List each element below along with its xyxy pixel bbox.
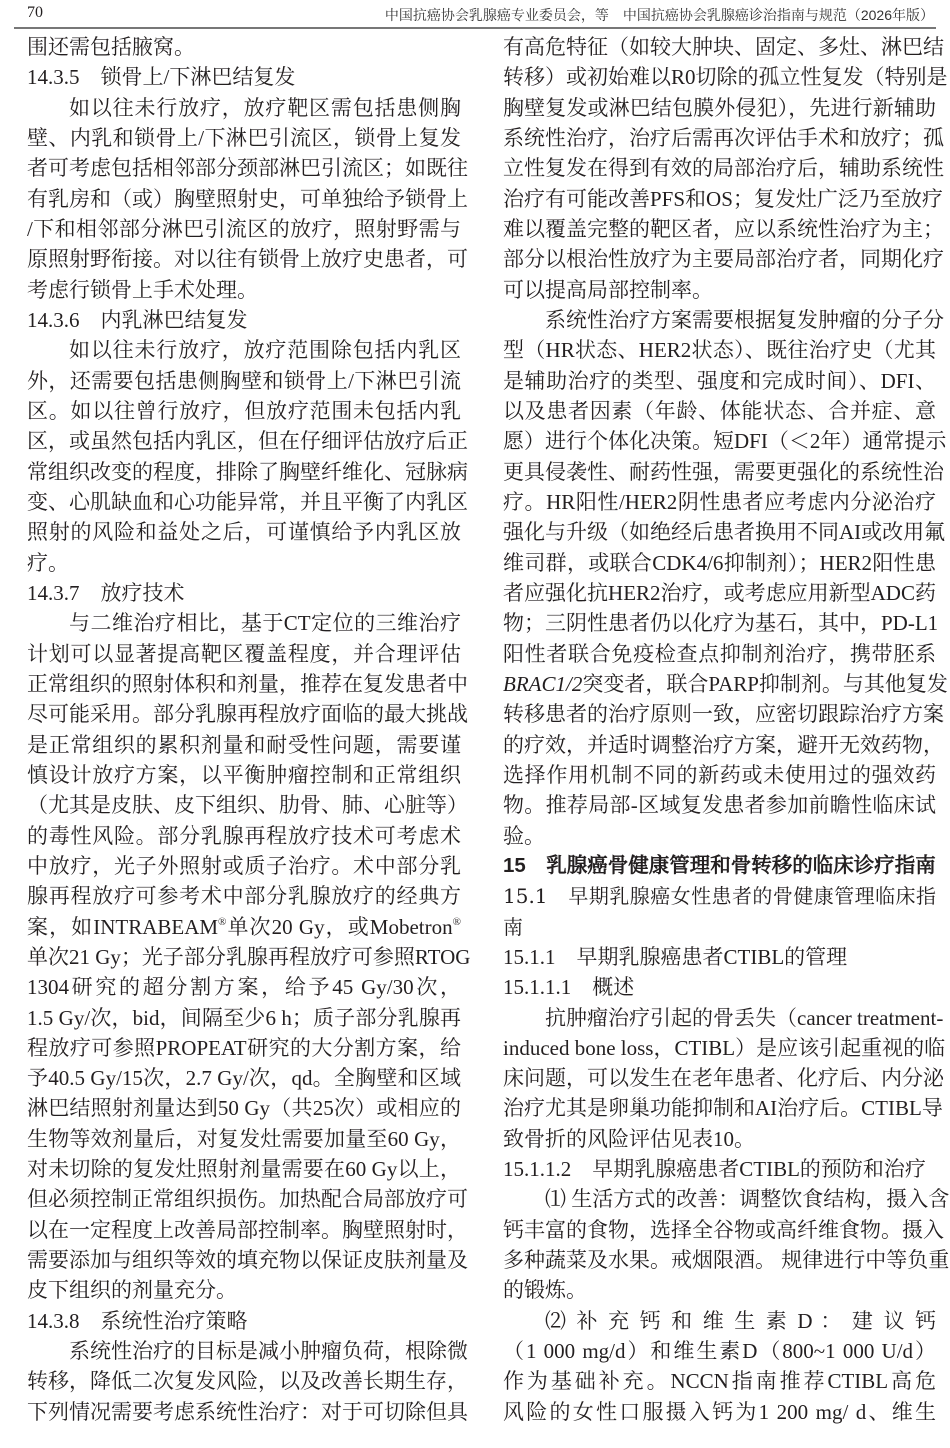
text-line: 物；三阴性患者仍以化疗为基石，其中，PD-L1 <box>503 611 939 636</box>
text-line: induced bone loss，CTIBL）是应该引起重视的临 <box>503 1035 946 1060</box>
text-line: 的疗效，并适时调整治疗方案，避开无效药物， <box>503 732 944 757</box>
text-line: /下和相邻部分淋巴引流区的放疗，照射野需与 <box>27 216 461 241</box>
text-line: 床问题，可以发生在老年患者、化疗后、内分泌 <box>503 1066 944 1091</box>
text-line: 计划可以显著提高靶区覆盖程度，并合理评估 <box>27 641 461 666</box>
text-line: 转移）或初始难以R0切除的孤立性复发（特别是 <box>503 65 948 90</box>
text-line <box>27 912 461 942</box>
text-line: 腺再程放疗可参考术中部分乳腺放疗的经典方 <box>27 884 461 909</box>
text-line: 是辅助治疗的类型、强度和完成时间）、DFI、 <box>503 368 936 393</box>
text-line: 需要添加与组织等效的填充物以保证皮肤剂量及 <box>27 1248 468 1273</box>
text-line: 阳性者联合免疫检查点抑制剂治疗，携带胚系 <box>503 641 936 666</box>
text-line: 如以往未行放疗，放疗范围除包括内乳区 <box>69 338 461 363</box>
header-rule <box>14 27 936 29</box>
text-line: 难以覆盖完整的靶区者，应以系统性治疗为主； <box>503 216 944 241</box>
text-line: 者应强化抗HER2治疗，或考虑应用新型ADC药 <box>503 580 936 605</box>
text-line: 生物等效剂量后，对复发灶需要加量至60 Gy， <box>27 1126 461 1151</box>
text-line: ⑵ 补 充 钙 和 维 生 素 D ： 建 议 钙 <box>545 1308 936 1333</box>
text-line: （尤其是皮肤、皮下组织、肋骨、肺、心脏等） <box>27 793 468 818</box>
text-line: 考虑行锁骨上手术处理。 <box>27 277 258 302</box>
text-line: 如以往未行放疗，放疗靶区需包括患侧胸 <box>69 95 461 120</box>
text-line: 验。 <box>503 823 545 848</box>
text-line: 1304研究的超分割方案，给予45 Gy/30次， <box>27 975 461 1000</box>
text-run: 突变者，联合PARP抑制剂。与其他复发 <box>582 671 948 696</box>
text-line: 常组织改变的程度，排除了胸壁纤维化、冠脉病 <box>27 459 468 484</box>
text-line: 钙丰富的食物，选择全谷物或高纤维食物。摄入 <box>503 1217 944 1242</box>
text-line: 予40.5 Gy/15次，2.7 Gy/次，qd。全胸壁和区域 <box>27 1066 461 1091</box>
text-line: 慎设计放疗方案，以平衡肿瘤控制和正常组织 <box>27 762 461 787</box>
text-line: 型（HR状态、HER2状态）、既往治疗史（尤其 <box>503 338 936 363</box>
text-line: 是正常组织的累积剂量和耐受性问题，需要谨 <box>27 732 461 757</box>
text-line: 与二维治疗相比，基于CT定位的三维治疗 <box>69 611 461 636</box>
text-line: 有乳房和（或）胸壁照射史，可单独给予锁骨上 <box>27 186 468 211</box>
text-line: 多种蔬菜及水果。戒烟限酒。 规律进行中等负重 <box>503 1248 950 1273</box>
section-heading: 15.1 早期乳腺癌女性患者的骨健康管理临床指 <box>503 884 936 909</box>
text-line: 以在一定程度上改善局部控制率。胸壁照射时， <box>27 1217 468 1242</box>
text-line: 外，还需要包括患侧胸壁和锁骨上/下淋巴引流 <box>27 368 461 393</box>
italic-gene-name: BRAC1/2 <box>503 671 583 696</box>
text-line: 物。推荐局部-区域复发患者参加前瞻性临床试 <box>503 793 936 818</box>
section-heading: 14.3.7 放疗技术 <box>27 580 185 605</box>
text-line: 围还需包括腋窝。 <box>27 35 195 59</box>
text-line: 胸壁复发或淋巴结包膜外侵犯），先进行新辅助 <box>503 95 936 120</box>
text-line: 区，或虽然包括内乳区，但在仔细评估放疗后正 <box>27 429 468 454</box>
text-line: 愿）进行个体化决策。短DFI（＜2年）通常提示 <box>503 429 947 454</box>
text-line: 下列情况需要考虑系统性治疗：对于可切除但具 <box>27 1399 468 1424</box>
text-line: 作为基础补充。NCCN指南推荐CTIBL高危 <box>503 1369 936 1394</box>
text-line: 选择作用机制不同的新药或未使用过的强效药 <box>503 762 936 787</box>
text-line: 程放疗可参照PROPEAT研究的大分割方案，给 <box>27 1035 461 1060</box>
section-heading: 14.3.5 锁骨上/下淋巴结复发 <box>27 65 296 90</box>
text-line: 可以提高局部控制率。 <box>503 277 713 302</box>
text-line: 风险的女性口服摄入钙为1 200 mg/ d、维生 <box>503 1399 936 1424</box>
registered-mark: ® <box>452 915 461 928</box>
text-line: 抗肿瘤治疗引起的骨丢失（cancer treatment- <box>545 1005 944 1030</box>
section-heading: 15.1.1.1 概述 <box>503 975 635 1000</box>
text-line: 照射的风险和益处之后，可谨慎给予内乳区放 <box>27 520 461 545</box>
text-line: 系统性治疗的目标是减小肿瘤负荷，根除微 <box>69 1339 468 1364</box>
text-line: 对未切除的复发灶照射剂量需要在60 Gy以上， <box>27 1157 461 1182</box>
text-line: 单次21 Gy；光子部分乳腺再程放疗可参照RTOG <box>27 944 471 969</box>
text-line <box>503 669 948 699</box>
section-heading: 15.1.1.2 早期乳腺癌患者CTIBL的预防和治疗 <box>503 1157 926 1182</box>
section-heading: 15.1.1 早期乳腺癌患者CTIBL的管理 <box>503 944 848 969</box>
text-line: 但必须控制正常组织损伤。加热配合局部放疗可 <box>27 1187 468 1212</box>
text-line: 皮下组织的剂量充分。 <box>27 1278 237 1303</box>
text-line: 治疗尤其是卵巢功能抑制和AI治疗后。CTIBL导 <box>503 1096 943 1121</box>
right-column <box>503 32 950 1427</box>
text-line: 疗。HR阳性/HER2阴性患者应考虑内分泌治疗 <box>503 489 936 514</box>
section-heading: 15 乳腺癌骨健康管理和骨转移的临床诊疗指南 <box>503 853 936 877</box>
text-line: 正常组织的照射体积和剂量，推荐在复发患者中 <box>27 671 468 696</box>
text-line: 中放疗，光子外照射或质子治疗。术中部分乳 <box>27 853 461 878</box>
text-line: 变、心肌缺血和心功能异常，并且平衡了内乳区 <box>27 489 468 514</box>
text-line: 强化与升级（如绝经后患者换用不同AI或改用氟 <box>503 520 946 545</box>
text-line: 壁、内乳和锁骨上/下淋巴引流区，锁骨上复发 <box>27 125 461 150</box>
text-line: 的锻炼。 <box>503 1278 587 1303</box>
text-line: 1.5 Gy/次，bid，间隔至少6 h；质子部分乳腺再 <box>27 1005 461 1030</box>
text-line: 致骨折的风险评估见表10。 <box>503 1126 755 1151</box>
text-line: 系统性治疗方案需要根据复发肿瘤的分子分 <box>545 307 944 332</box>
text-run: 单次20 Gy，或Mobetron <box>226 914 453 939</box>
text-line: 的毒性风险。部分乳腺再程放疗技术可考虑术 <box>27 823 461 848</box>
text-line: ⑴ 生活方式的改善：调整饮食结构，摄入含 <box>545 1187 950 1212</box>
section-heading: 14.3.6 内乳淋巴结复发 <box>27 307 248 332</box>
registered-mark: ® <box>218 915 227 928</box>
text-line: 者可考虑包括相邻部分颈部淋巴引流区；如既往 <box>27 156 468 181</box>
text-line: （1 000 mg/d）和维生素D（800~1 000 U/d） <box>503 1339 936 1364</box>
text-run: 案，如INTRABEAM <box>27 914 219 939</box>
page-number: 70 <box>27 4 43 21</box>
text-line: 有高危特征（如较大肿块、固定、多灶、淋巴结 <box>503 35 944 59</box>
text-line: 转移患者的治疗原则一致，应密切跟踪治疗方案 <box>503 702 944 727</box>
text-line: 区。如以往曾行放疗，但放疗范围未包括内乳 <box>27 398 461 423</box>
text-line: 疗。 <box>27 550 69 575</box>
text-line: 维司群，或联合CDK4/6抑制剂）；HER2阳性患 <box>503 550 936 575</box>
running-title: 中国抗癌协会乳腺癌专业委员会，等 中国抗癌协会乳腺癌诊治指南与规范（2026年版） <box>384 7 934 23</box>
text-line: 立性复发在得到有效的局部治疗后，辅助系统性 <box>503 156 944 181</box>
text-line: 系统性治疗，治疗后需再次评估手术和放疗；孤 <box>503 125 944 150</box>
section-heading: 南 <box>503 914 523 939</box>
text-line: 更具侵袭性、耐药性强，需要更强化的系统性治 <box>503 459 944 484</box>
text-line: 原照射野衔接。对以往有锁骨上放疗史患者，可 <box>27 247 468 272</box>
text-line: 尽可能采用。部分乳腺再程放疗面临的最大挑战 <box>27 702 468 727</box>
text-line: 部分以根治性放疗为主要局部治疗者，同期化疗 <box>503 247 944 272</box>
left-column <box>27 32 471 1427</box>
text-line: 以及患者因素（年龄、体能状态、合并症、意 <box>503 398 936 423</box>
section-heading: 14.3.8 系统性治疗策略 <box>27 1308 248 1333</box>
text-line: 治疗有可能改善PFS和OS；复发灶广泛乃至放疗 <box>503 186 943 211</box>
text-line: 转移，降低二次复发风险，以及改善长期生存， <box>27 1369 468 1394</box>
text-line: 淋巴结照射剂量达到50 Gy（共25次）或相应的 <box>27 1096 461 1121</box>
